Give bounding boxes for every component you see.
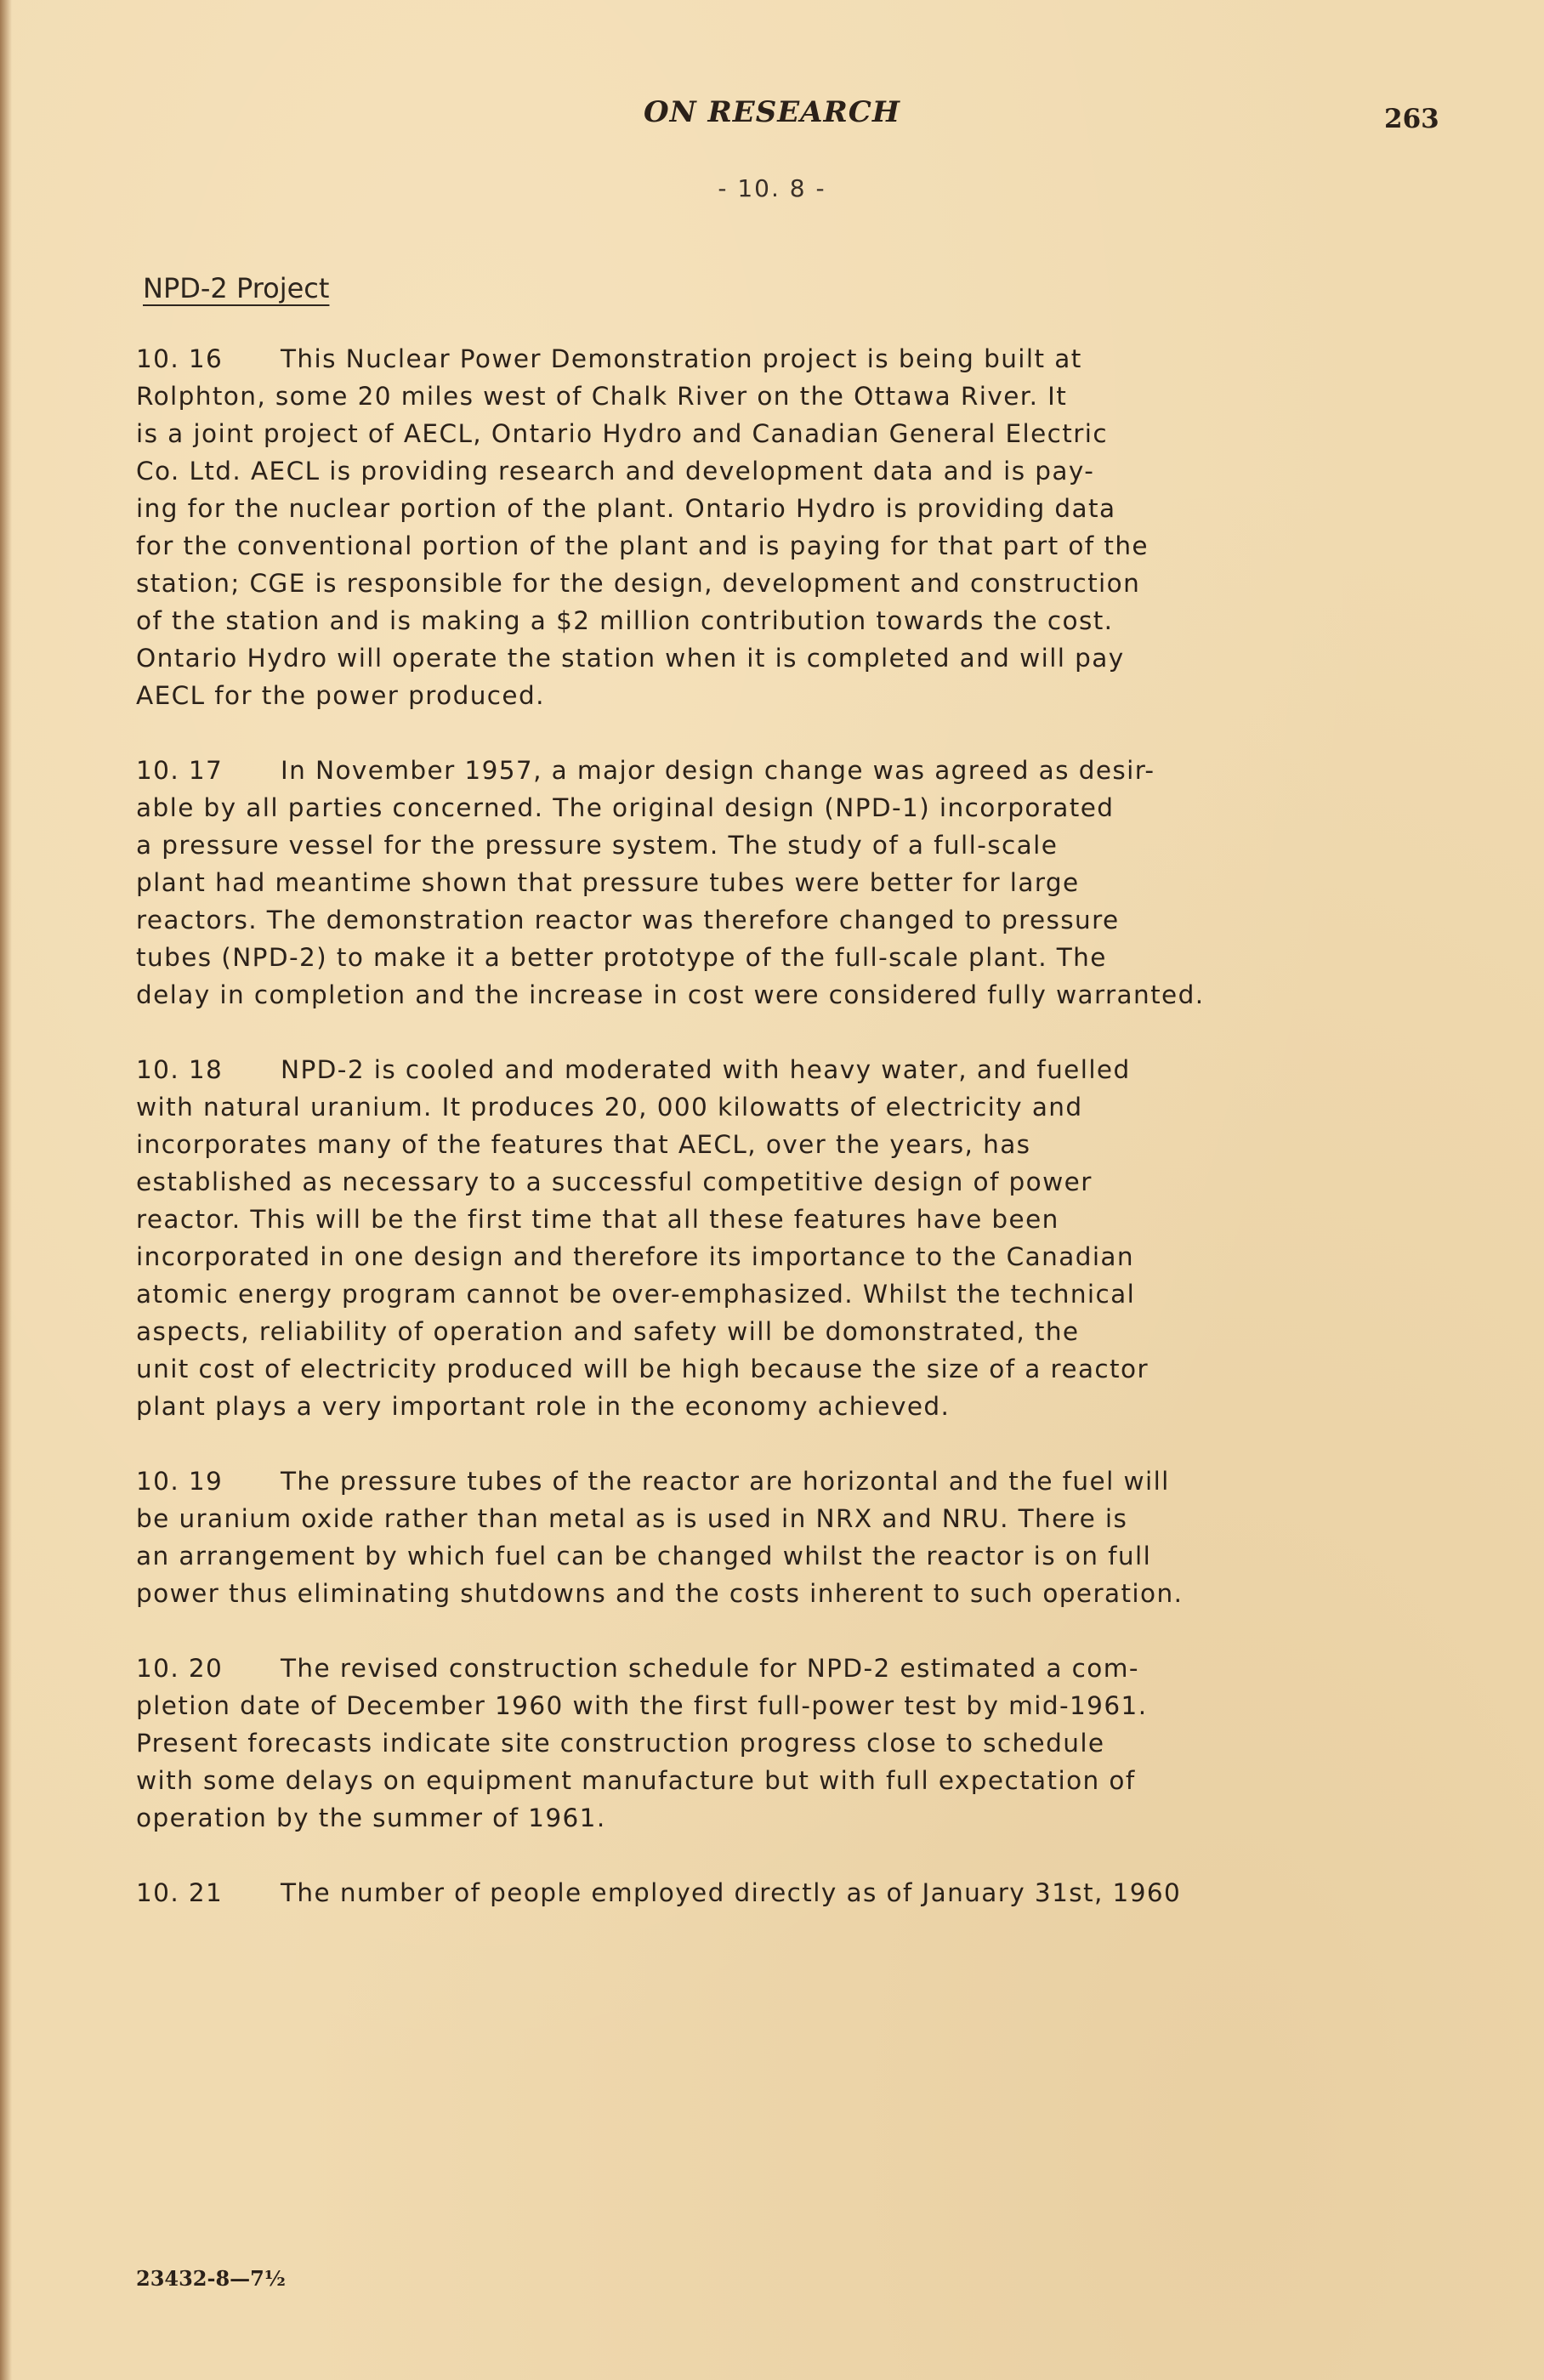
paragraph-number: 10. 18 (136, 1055, 224, 1084)
section-number: - 10. 8 - (718, 174, 826, 202)
paragraph-text: NPD-2 is cooled and moderated with heavy water, and fuelled with natural uranium. It produces 20, 000 kilowatts of electricity and incorporates many of the features that AECL, over the years, has established as necessary to a successful competitive design of power reactor. This will be the first time that all these features have been incorporated in one design and therefore its importance to the Canadian atomic energy program cannot be over-emphasized. Whilst the technical aspects, reliability of operation and safety will be domonstrated, the unit cost of electricity produced will be high because the size of a reactor plant plays a very important role in the economy achieved. (136, 1055, 1149, 1421)
paragraph-10-16 (136, 340, 1377, 714)
paragraph-number: 10. 20 (136, 1654, 224, 1683)
running-head: ON RESEARCH (644, 95, 900, 129)
page-edge-shadow (0, 0, 12, 2380)
paragraph-number: 10. 21 (136, 1878, 224, 1907)
paragraph-10-21 (136, 1874, 1377, 1911)
paragraph-number: 10. 16 (136, 344, 224, 373)
paragraph-number: 10. 19 (136, 1467, 224, 1496)
paragraph-10-19 (136, 1463, 1377, 1612)
paragraph-10-20 (136, 1650, 1377, 1837)
paragraph-text: The number of people employed directly as of January 31st, 1960 (281, 1878, 1182, 1907)
section-heading: NPD-2 Project (143, 272, 330, 304)
paragraph-text: The revised construction schedule for NPD-2 estimated a com- pletion date of December 1960 with the first full-power test by mid-1961. Present forecasts indicate site construction progress close to schedule with some delays on equipment manufacture but with full expectation of operation by the summer of 1961. (136, 1654, 1148, 1832)
body-text (136, 340, 1377, 1949)
paragraph-10-18 (136, 1051, 1377, 1425)
paragraph-text: The pressure tubes of the reactor are horizontal and the fuel will be uranium oxide rather than metal as is used in NRX and NRU. There is an arrangement by which fuel can be changed whilst the reactor is on full power thus eliminating shutdowns and the costs inherent to such operation. (136, 1467, 1184, 1608)
paragraph-text: This Nuclear Power Demonstration project is being built at Rolphton, some 20 miles west of Chalk River on the Ottawa River. It is a joint project of AECL, Ontario Hydro and Canadian General Electric Co. Ltd. AECL is providing research and development data and is pay- ing for the nuclear portion of the plant. Ontario Hydro is providing data for the conventional portion of the plant and is paying for that part of the station; CGE is responsible for the design, development and construction of the station and is making a $2 million contribution towards the cost. Ontario Hydro will operate the station when it is completed and will pay AECL for the power produced. (136, 344, 1149, 710)
paragraph-text: In November 1957, a major design change was agreed as desir- able by all parties concerned. The original design (NPD-1) incorporated a pressure vessel for the pressure system. The study of a full-scale plant had meantime shown that pressure tubes were better for large reactors. The demonstration reactor was therefore changed to pressure tubes (NPD-2) to make it a better prototype of the full-scale plant. The delay in completion and the increase in cost were considered fully warranted. (136, 756, 1205, 1009)
paragraph-10-17 (136, 752, 1377, 1014)
printer-code: 23432-8—7½ (136, 2266, 286, 2291)
paragraph-number: 10. 17 (136, 756, 224, 785)
page-number: 263 (1384, 104, 1439, 134)
